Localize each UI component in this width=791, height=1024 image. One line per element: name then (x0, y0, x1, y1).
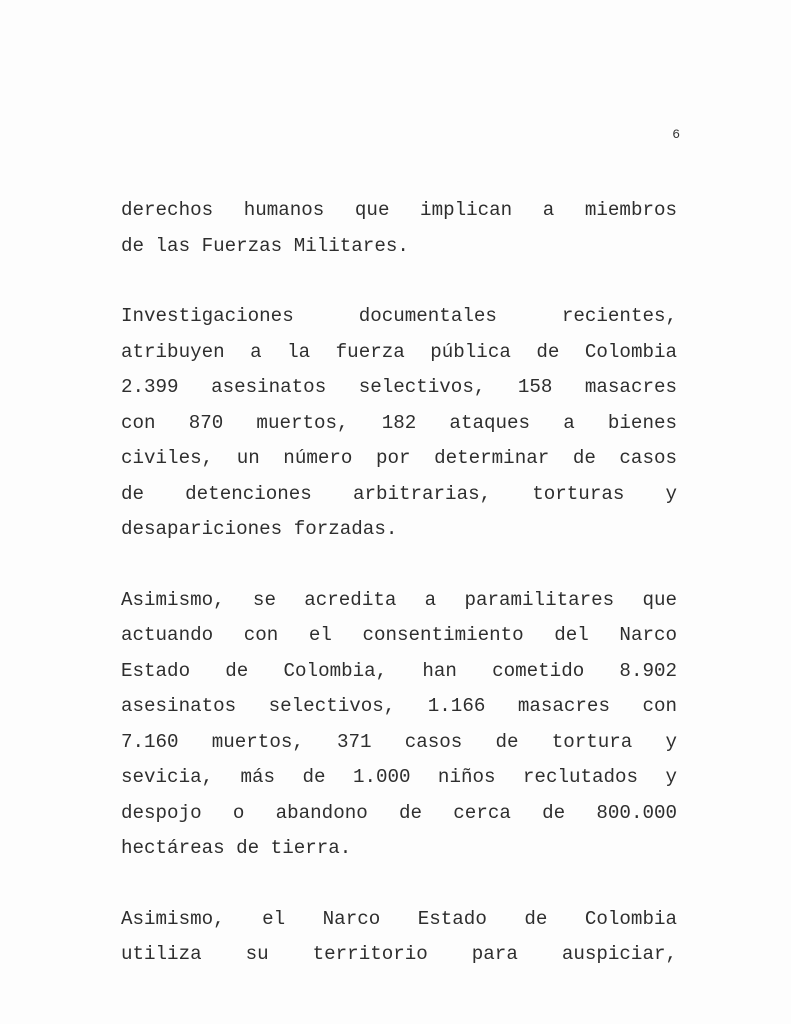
text-line: de las Fuerzas Militares. (121, 234, 409, 257)
text-line: utiliza su territorio para auspiciar, (121, 943, 677, 965)
paragraph (121, 193, 677, 264)
text-line: despojo o abandono de cerca de 800.000 (121, 801, 677, 824)
text-line: civiles, un número por determinar de casos (121, 447, 677, 469)
text-line: Investigaciones documentales recientes, (121, 305, 677, 327)
text-line: hectáreas de tierra. (121, 837, 352, 859)
text-line: derechos humanos que implican a miembros (121, 199, 677, 221)
document-body (121, 193, 677, 1008)
page-number: 6 (672, 127, 680, 142)
text-line: actuando con el consentimiento del Narco (121, 624, 677, 646)
text-line: Asimismo, se acredita a paramilitares que (121, 588, 677, 611)
text-line: de detenciones arbitrarias, torturas y (121, 482, 677, 505)
paragraph (121, 299, 677, 548)
text-line: 7.160 muertos, 371 casos de tortura y (121, 730, 677, 753)
paragraph (121, 902, 677, 973)
text-line: con 870 muertos, 182 ataques a bienes (121, 411, 677, 434)
text-line: Estado de Colombia, han cometido 8.902 (121, 659, 677, 682)
text-line: Asimismo, el Narco Estado de Colombia (121, 907, 677, 930)
text-line: atribuyen a la fuerza pública de Colombia (121, 340, 677, 363)
text-line: 2.399 asesinatos selectivos, 158 masacres (121, 376, 677, 398)
text-line: sevicia, más de 1.000 niños reclutados y (121, 766, 677, 788)
text-line: desapariciones forzadas. (121, 518, 398, 540)
text-line: asesinatos selectivos, 1.166 masacres con (121, 695, 677, 717)
paragraph (121, 583, 677, 867)
